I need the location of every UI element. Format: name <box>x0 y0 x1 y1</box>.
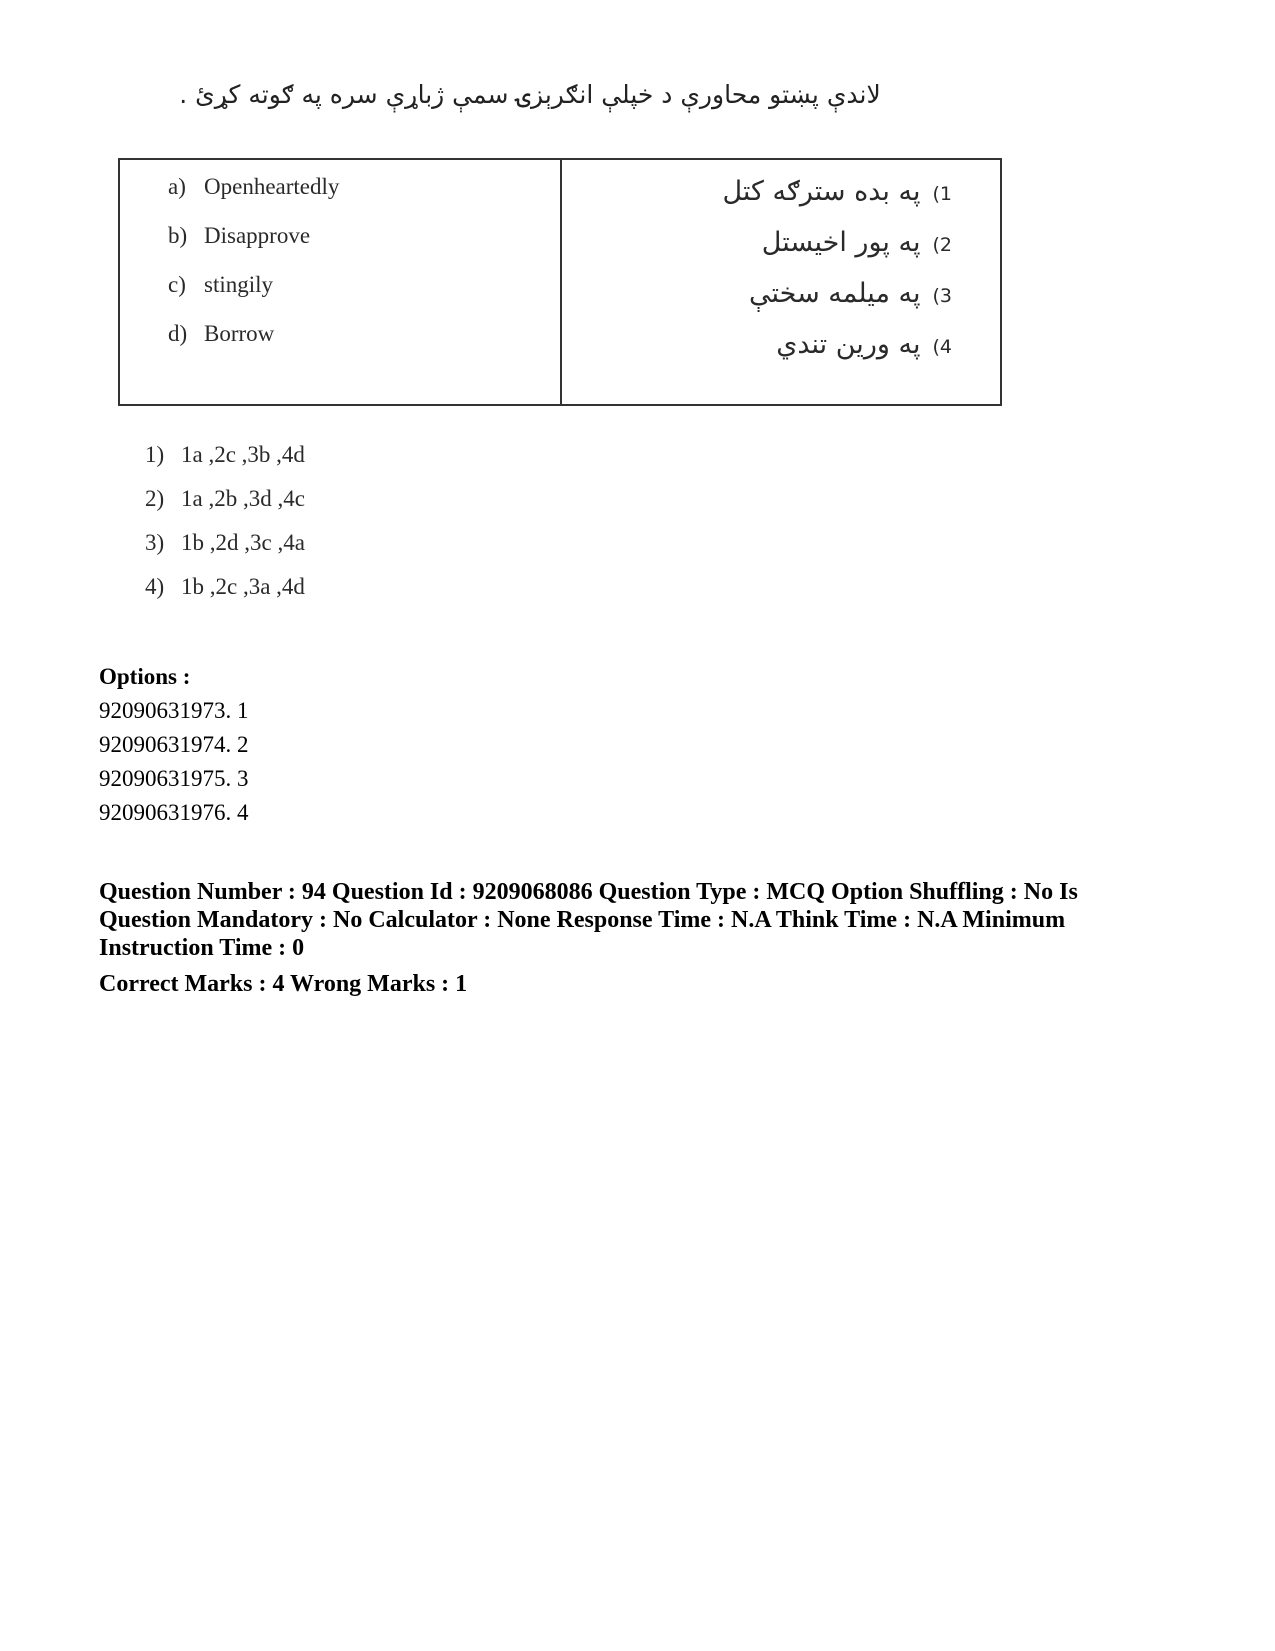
term-text: په بده سترګه کتل <box>722 176 921 207</box>
choice-text: 1a ,2c ,3b ,4d <box>181 442 305 467</box>
choice-tag: 2) <box>145 486 165 511</box>
option-item: 92090631976. 4 <box>99 800 249 825</box>
answer-choice-1 <box>145 440 305 484</box>
question-instruction: لاندې پښتو محاورې د خپلې انګرېزۍ سمې ژباړې سره په ګوته کړئ . <box>179 80 881 109</box>
answer-choices <box>145 440 305 616</box>
term-number: (1 <box>932 183 952 205</box>
marks-info: Correct Marks : 4 Wrong Marks : 1 <box>99 971 468 997</box>
term-text: stingily <box>204 272 274 297</box>
option-item: 92090631975. 3 <box>99 766 249 791</box>
english-term-b <box>168 221 560 270</box>
options-block <box>99 662 249 832</box>
term-number: (4 <box>932 336 952 358</box>
term-number: (2 <box>932 234 952 256</box>
match-table <box>118 158 1002 406</box>
term-text: Borrow <box>204 321 275 346</box>
option-item: 92090631973. 1 <box>99 698 249 723</box>
pashto-column <box>562 160 1000 404</box>
answer-choice-4 <box>145 572 305 616</box>
pashto-term-4 <box>562 325 952 376</box>
term-text: په ورين تندي <box>776 329 921 360</box>
choice-text: 1b ,2c ,3a ,4d <box>181 574 305 599</box>
pashto-term-3 <box>562 274 952 325</box>
pashto-term-1 <box>562 172 952 223</box>
term-text: په پور اخيستل <box>761 227 921 258</box>
term-text: Disapprove <box>204 223 311 248</box>
choice-tag: 3) <box>145 530 165 555</box>
term-text: په ميلمه سختې <box>748 278 921 309</box>
term-tag: c) <box>168 272 186 297</box>
pashto-term-2 <box>562 223 952 274</box>
term-number: (3 <box>932 285 952 307</box>
options-title: Options : <box>99 664 191 689</box>
english-term-d <box>168 319 560 368</box>
term-text: Openheartedly <box>204 174 340 199</box>
term-tag: d) <box>168 321 188 346</box>
answer-choice-2 <box>145 484 305 528</box>
term-tag: b) <box>168 223 188 248</box>
option-item: 92090631974. 2 <box>99 732 249 757</box>
question-metadata: Question Number : 94 Question Id : 9209068086 Question Type : MCQ Option Shuffling : No Is Question Mandatory : No Calculator : None Response Time : N.A Think Time : N.A Minimum Instruction Time : 0 <box>99 879 1078 961</box>
english-term-a <box>168 172 560 221</box>
choice-text: 1b ,2d ,3c ,4a <box>181 530 305 555</box>
question-image <box>100 60 1020 640</box>
choice-tag: 4) <box>145 574 165 599</box>
answer-choice-3 <box>145 528 305 572</box>
english-term-c <box>168 270 560 319</box>
choice-tag: 1) <box>145 442 165 467</box>
choice-text: 1a ,2b ,3d ,4c <box>181 486 305 511</box>
english-column <box>120 160 562 404</box>
term-tag: a) <box>168 174 186 199</box>
